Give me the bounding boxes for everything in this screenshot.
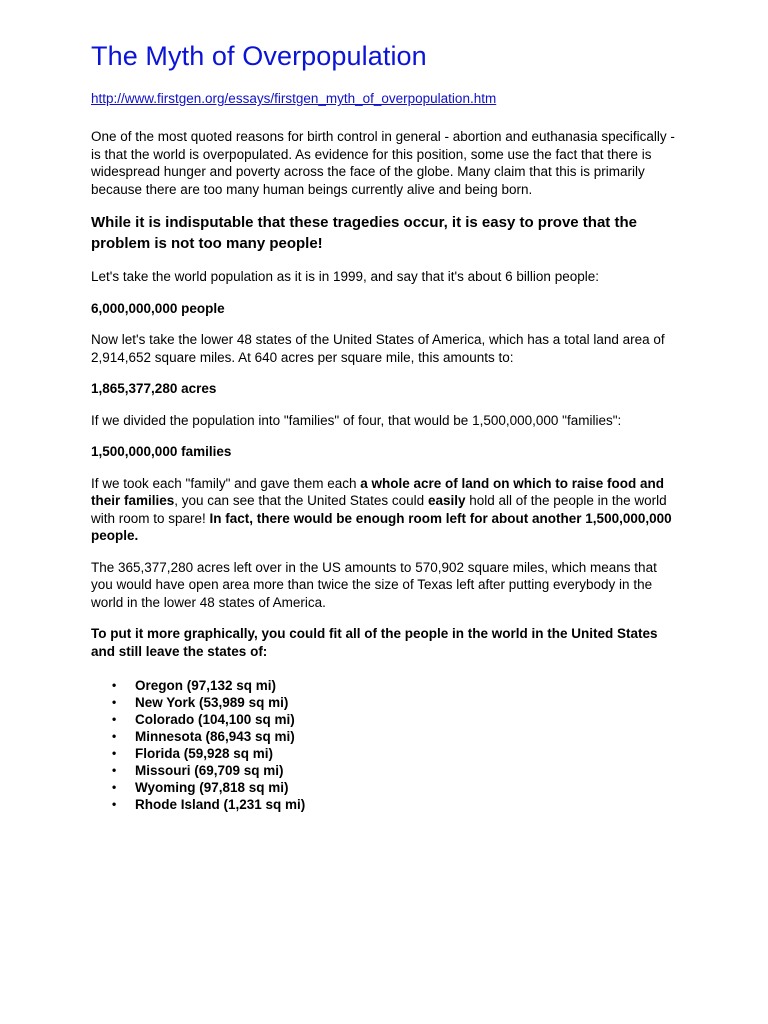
source-link[interactable]: http://www.firstgen.org/essays/firstgen_myth_of_overpopulation.htm [91,91,497,106]
bullet-icon: • [112,797,117,811]
families-paragraph: If we divided the population into "families" of four, that would be 1,500,000,000 "families": [91,412,622,428]
list-item-label: Colorado (104,100 sq mi) [135,712,295,727]
list-item [112,677,676,694]
intro-paragraph: One of the most quoted reasons for birth control in general - abortion and euthanasia specifically - is that the world is overpopulated. As evidence for this position, some use the fact that there is widespread hunger and poverty across the face of the globe. Many claim that this is primarily because there are too many human beings currently alive and being born. [91,129,675,197]
list-item-label: Missouri (69,709 sq mi) [135,763,284,778]
list-item-label: Rhode Island (1,231 sq mi) [135,797,306,812]
list-item [112,762,676,779]
population-figure: 6,000,000,000 people [91,300,225,316]
list-item-label: Oregon (97,132 sq mi) [135,678,277,693]
list-item-label: New York (53,989 sq mi) [135,695,289,710]
document-title: The Myth of Overpopulation [91,41,427,71]
bullet-icon: • [112,729,117,743]
list-item-label: Minnesota (86,943 sq mi) [135,729,295,744]
bullet-icon: • [112,780,117,794]
graphic-lead: To put it more graphically, you could fit all of the people in the world in the United States and still leave the states of: [91,626,658,659]
claim-heading: While it is indisputable that these tragedies occur, it is easy to prove that the problem is not too many people! [91,214,637,252]
list-item [112,745,676,762]
acre-text-2: , you can see that the United States could [174,493,428,508]
acre-bold-1: a whole acre of land on which to raise food and their families [91,475,665,508]
bullet-icon: • [112,746,117,760]
land-paragraph: Now let's take the lower 48 states of the United States of America, which has a total land area of 2,914,652 square miles. At 640 acres per square mile, this amounts to: [91,332,665,365]
bullet-icon: • [112,678,117,692]
list-item [112,796,676,813]
land-figure: 1,865,377,280 acres [91,381,217,396]
states-list [91,677,676,813]
leftover-paragraph: The 365,377,280 acres left over in the US amounts to 570,902 square miles, which means that you would have open area more than twice the size of Texas left after putting everybody in the world in the lower 48 states of America. [91,559,657,610]
acre-bold-3: In fact, there would be enough room left for about another 1,500,000,000 people. [91,510,672,543]
list-item-label: Wyoming (97,818 sq mi) [135,780,289,795]
bullet-icon: • [112,712,117,726]
list-item [112,779,676,796]
population-paragraph: Let's take the world population as it is in 1999, and say that it's about 6 billion people: [91,269,599,284]
list-item [112,694,676,711]
bullet-icon: • [112,763,117,777]
list-item-label: Florida (59,928 sq mi) [135,746,274,761]
acre-text-3: hold all of the people in the world with room to spare! [91,493,667,526]
list-item [112,728,676,745]
bullet-icon: • [112,695,117,709]
acre-paragraph [91,475,676,545]
acre-text-1: If we took each "family" and gave them each [91,475,361,491]
families-figure: 1,500,000,000 families [91,444,232,459]
acre-bold-2: easily [427,493,466,508]
list-item [112,711,676,728]
